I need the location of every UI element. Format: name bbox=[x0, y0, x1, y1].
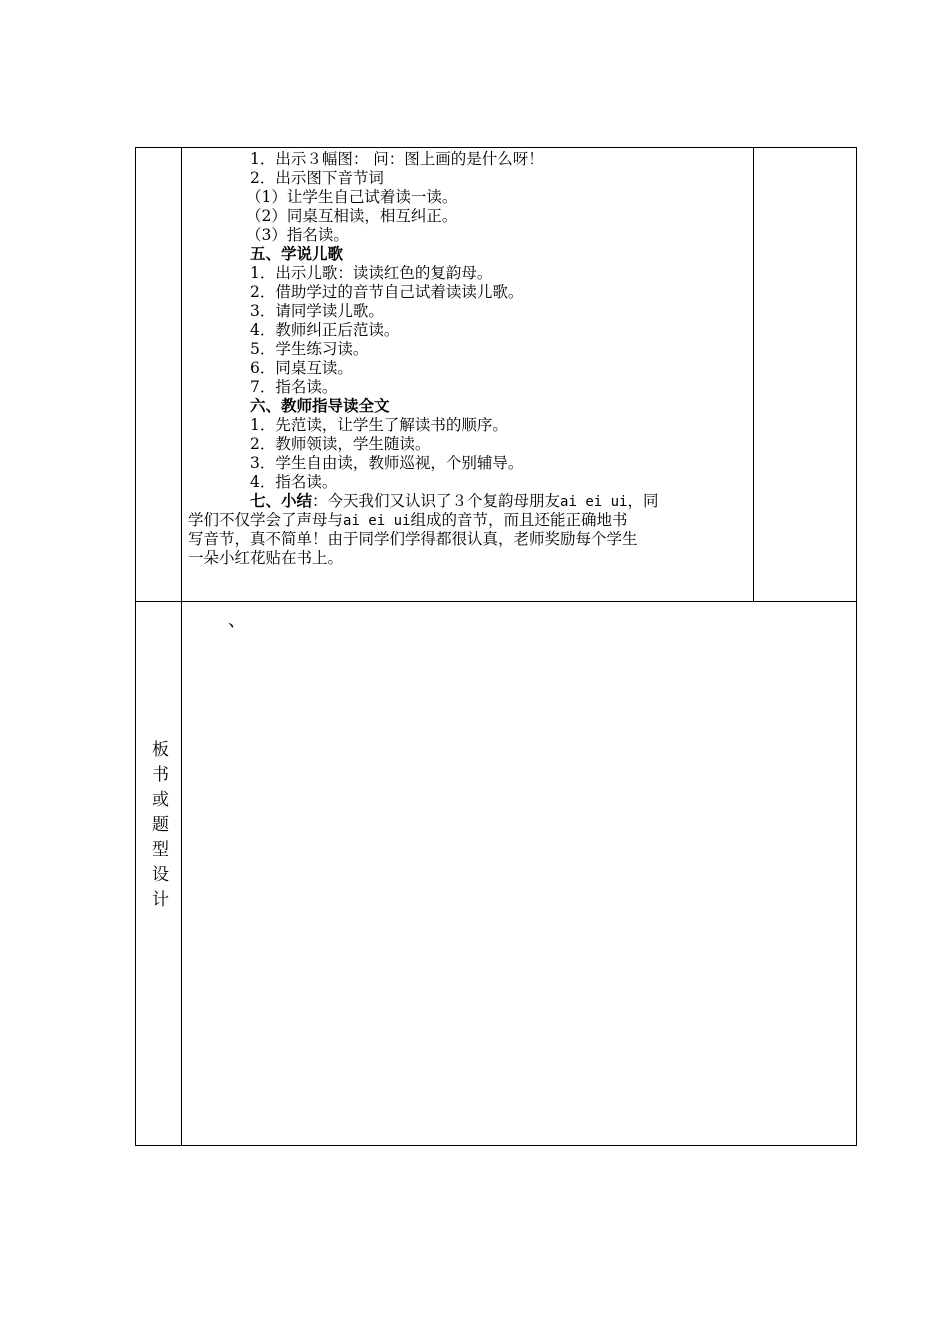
lesson-line: 3．请同学读儿歌。 bbox=[250, 302, 384, 320]
summary-label: 七、小结 bbox=[250, 492, 313, 510]
lesson-line: （1）让学生自己试着读一读。 bbox=[246, 188, 458, 206]
summary-text: 组成的音节，而且还能正确地书 bbox=[410, 511, 628, 529]
section-heading: 五、学说儿歌 bbox=[250, 245, 344, 263]
lesson-line: 2．出示图下音节词 bbox=[250, 169, 384, 187]
column-divider-left bbox=[181, 148, 182, 1145]
summary-text: ，同 bbox=[627, 492, 659, 510]
lesson-plan-table bbox=[135, 147, 857, 1146]
summary-text: 学们不仅学会了声母与 bbox=[188, 511, 344, 529]
lesson-line: 4．教师纠正后范读。 bbox=[250, 321, 400, 339]
summary-line-3: 写音节，真不简单！由于同学们学得都很认真，老师奖励每个学生 bbox=[188, 530, 638, 548]
board-design-label: 板书或题型设计 bbox=[148, 740, 168, 915]
lesson-line: 6．同桌互读。 bbox=[250, 359, 353, 377]
summary-line-4: 一朵小红花贴在书上。 bbox=[188, 549, 344, 567]
pinyin-finals: ai ei ui bbox=[343, 513, 411, 529]
lesson-line: 2．教师领读，学生随读。 bbox=[250, 435, 431, 453]
column-divider-right bbox=[753, 148, 754, 601]
summary-line-2 bbox=[188, 511, 753, 530]
lesson-line: 2．借助学过的音节自己试着读读儿歌。 bbox=[250, 283, 524, 301]
lesson-line: （2）同桌互相读，相互纠正。 bbox=[246, 207, 458, 225]
lesson-line: 1．出示儿歌：读读红色的复韵母。 bbox=[250, 264, 493, 282]
lesson-line: 4．指名读。 bbox=[250, 473, 338, 491]
row-divider bbox=[136, 601, 856, 602]
lesson-line: （3）指名读。 bbox=[246, 226, 349, 244]
summary-text: ：今天我们又认识了３个复韵母朋友 bbox=[312, 492, 561, 510]
lesson-steps bbox=[188, 150, 753, 568]
summary-line-1 bbox=[188, 492, 753, 511]
lesson-line: 1．先范读，让学生了解读书的顺序。 bbox=[250, 416, 508, 434]
board-design-mark: 、 bbox=[228, 610, 246, 631]
section-heading: 六、教师指导读全文 bbox=[250, 397, 390, 415]
pinyin-finals: ai ei ui bbox=[560, 494, 628, 510]
lesson-line: 7．指名读。 bbox=[250, 378, 338, 396]
board-design-label-cell bbox=[136, 740, 181, 915]
lesson-line: 1．出示３幅图： 问：图上画的是什么呀！ bbox=[250, 150, 544, 168]
lesson-line: 3．学生自由读，教师巡视，个别辅导。 bbox=[250, 454, 524, 472]
lesson-line: 5．学生练习读。 bbox=[250, 340, 369, 358]
